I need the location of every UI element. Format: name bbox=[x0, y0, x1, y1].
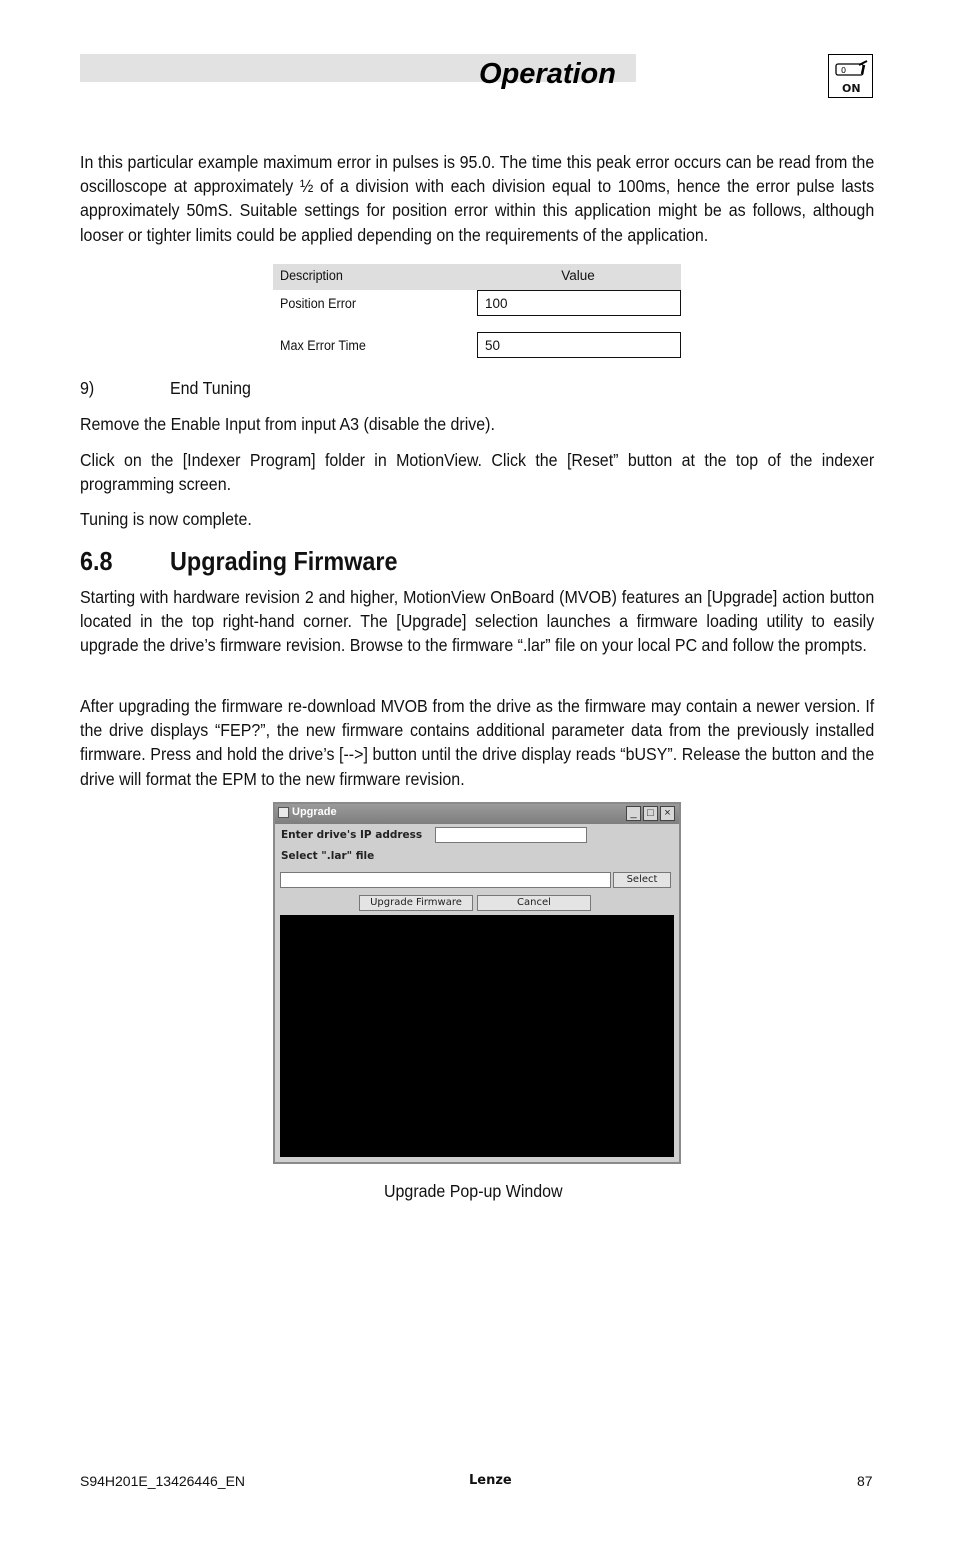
footer-brand-logo: Lenze bbox=[469, 1473, 512, 1488]
footer-doc-id: S94H201E_13426446_EN bbox=[80, 1473, 246, 1489]
close-icon[interactable]: × bbox=[660, 806, 675, 821]
table-col-description: Description bbox=[280, 268, 343, 283]
output-console bbox=[280, 915, 674, 1157]
app-icon bbox=[278, 807, 289, 818]
page-title: Operation bbox=[479, 58, 616, 90]
ip-address-label: Enter drive's IP address bbox=[281, 829, 423, 841]
row-label-position-error: Position Error bbox=[280, 296, 357, 311]
intro-paragraph: In this particular example maximum error in pulses is 95.0. The time this peak error occurs can be read from the oscilloscope at approximately ½ of a division with each division equal to 100ms, hence the error pulse lasts approximately 50mS. Suitable settings for position error within this application might be as follows, although looser or tighter limits could be applied depending on the requirements of the application. bbox=[80, 152, 875, 245]
section-paragraph-1: Starting with hardware revision 2 and higher, MotionView OnBoard (MVOB) features an [Upgrade] action button located in the top right-hand corner. The [Upgrade] selection launches a firmware loading utility to easily upgrade the drive’s firmware revision. Browse to the firmware “.lar” file on your local PC and follow the prompts. bbox=[80, 587, 875, 656]
step-line-2: Click on the [Indexer Program] folder in MotionView. Click the [Reset” button at the top of the indexer programming screen. bbox=[80, 450, 875, 495]
table-col-value: Value bbox=[561, 268, 595, 283]
dialog-title: Upgrade bbox=[292, 806, 337, 818]
file-select-label: Select ".lar" file bbox=[281, 850, 375, 862]
file-path-input[interactable] bbox=[280, 872, 611, 888]
max-error-time-value: 50 bbox=[477, 332, 681, 358]
step-line-3: Tuning is now complete. bbox=[80, 509, 252, 529]
power-switch-icon bbox=[828, 54, 873, 98]
row-label-max-error-time: Max Error Time bbox=[280, 338, 366, 353]
select-file-button[interactable]: Select bbox=[613, 872, 671, 888]
figure-caption: Upgrade Pop-up Window bbox=[384, 1181, 563, 1201]
step-number: 9) bbox=[80, 378, 95, 398]
on-label: ON bbox=[842, 82, 861, 95]
ip-address-input[interactable] bbox=[435, 827, 587, 843]
cancel-button[interactable]: Cancel bbox=[477, 895, 591, 911]
section-number: 6.8 bbox=[80, 546, 113, 576]
step-title: End Tuning bbox=[170, 378, 251, 398]
upgrade-firmware-button[interactable]: Upgrade Firmware bbox=[359, 895, 473, 911]
page-number: 87 bbox=[857, 1473, 873, 1489]
svg-text:0: 0 bbox=[841, 66, 847, 75]
maximize-icon[interactable]: □ bbox=[643, 806, 658, 821]
step-line-1: Remove the Enable Input from input A3 (disable the drive). bbox=[80, 414, 495, 434]
section-paragraph-2: After upgrading the firmware re-download MVOB from the drive as the firmware may contain a newer version. If the drive displays “FEP?”, the new firmware contains additional parameter data from the previously installed firmware. Press and hold the drive’s [-->] button until the drive display reads “bUSY”. Release the button and the drive will format the EPM to the new firmware revision. bbox=[80, 696, 875, 789]
position-error-value: 100 bbox=[477, 290, 681, 316]
minimize-icon[interactable]: _ bbox=[626, 806, 641, 821]
section-title: Upgrading Firmware bbox=[170, 546, 398, 576]
